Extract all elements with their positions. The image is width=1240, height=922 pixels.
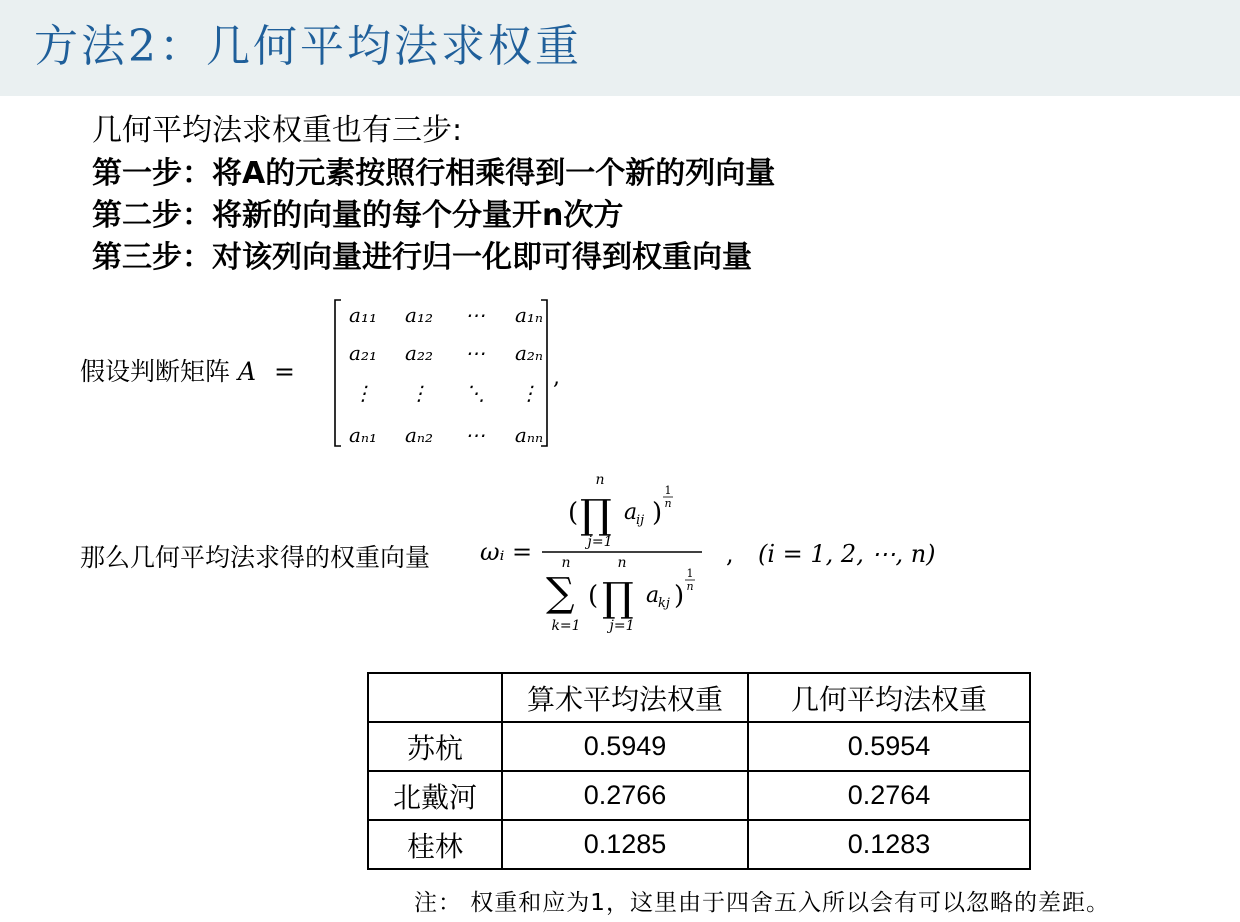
step-one: 第一步：将A的元素按照行相乘得到一个新的列向量 (92, 156, 776, 191)
den-exp-num: 1 (686, 567, 694, 580)
matrix-cell: ⋯ (465, 303, 485, 327)
matrix-figure (325, 292, 585, 452)
num-term-sub: ij (636, 513, 645, 528)
footnote: 注： 权重和应为1，这里由于四舍五入所以会有可以忽略的差距。 (414, 890, 1110, 916)
matrix-cell: aₙ₁ (348, 423, 378, 447)
matrix-prefix-text: 假设判断矩阵 (80, 357, 231, 386)
num-exp-den: n (664, 497, 672, 510)
formula-prefix-text: 那么几何平均法求得的权重向量 (80, 543, 431, 572)
matrix-prefix (80, 352, 295, 388)
den-sum-lower: k=1 (551, 618, 581, 634)
matrix-cell: a₂₁ (349, 341, 377, 365)
title-bar (0, 0, 1240, 96)
matrix-cell: aₙ₂ (404, 423, 434, 447)
row-label: 苏杭 (368, 722, 502, 771)
table-row (368, 722, 1030, 771)
num-close-paren: ) (652, 498, 663, 528)
row-label: 北戴河 (368, 771, 502, 820)
matrix-cell: ⋱ (465, 381, 485, 405)
matrix-cell: ⋮ (353, 381, 373, 405)
den-sum-upper: n (561, 555, 571, 571)
den-prod-upper: n (617, 555, 627, 571)
num-open-paren: ( (568, 498, 579, 528)
table-row (368, 771, 1030, 820)
formula-range: (i = 1, 2, ⋯, n) (758, 540, 936, 568)
den-sum-symbol: ∑ (546, 570, 575, 616)
matrix-cell: a₂₂ (405, 341, 433, 365)
header-empty-cell (368, 673, 502, 722)
matrix-cell: ⋮ (519, 381, 539, 405)
den-term: a (646, 583, 660, 608)
formula-separator: , (726, 540, 734, 568)
intro-text: 几何平均法求权重也有三步: (92, 113, 463, 148)
den-product-symbol: ∏ (602, 575, 634, 621)
matrix-trailing-comma: , (553, 365, 560, 390)
weight-formula (476, 466, 996, 636)
num-term: a (624, 500, 638, 525)
matrix-cell: a₁ₙ (514, 303, 544, 327)
step-two: 第二步：将新的向量的每个分量开n次方 (92, 198, 624, 233)
matrix-cell: ⋯ (465, 341, 485, 365)
den-close-paren: ) (674, 581, 685, 611)
arithmetic-weight: 0.2766 (502, 771, 748, 820)
slide-title: 方法2：几何平均法求权重 (34, 21, 582, 72)
arithmetic-weight: 0.5949 (502, 722, 748, 771)
header-geometric: 几何平均法权重 (748, 673, 1030, 722)
matrix-cell: ⋯ (465, 423, 485, 447)
den-prod-lower: j=1 (609, 618, 635, 634)
matrix-cell: ⋮ (409, 381, 429, 405)
geometric-weight: 0.5954 (748, 722, 1030, 771)
num-exp-num: 1 (664, 484, 672, 497)
matrix-cell: a₁₂ (405, 303, 433, 327)
formula-lhs: ωᵢ = (480, 538, 533, 566)
matrix-equals: = (273, 357, 295, 386)
weights-table (367, 672, 1031, 870)
num-prod-upper: n (595, 472, 605, 488)
left-bracket (335, 300, 341, 446)
den-term-sub: kj (658, 596, 670, 611)
matrix-variable: A (237, 357, 257, 386)
geometric-weight: 0.1283 (748, 820, 1030, 869)
den-open-paren: ( (588, 581, 599, 611)
matrix-cell: aₙₙ (514, 423, 544, 447)
matrix-cell: a₁₁ (349, 303, 377, 327)
formula-prefix (80, 538, 430, 574)
geometric-weight: 0.2764 (748, 771, 1030, 820)
num-prod-lower: j=1 (587, 534, 613, 550)
matrix-cell: a₂ₙ (514, 341, 544, 365)
den-exp-den: n (686, 580, 694, 593)
header-arithmetic: 算术平均法权重 (502, 673, 748, 722)
step-three: 第三步：对该列向量进行归一化即可得到权重向量 (92, 240, 752, 275)
row-label: 桂林 (368, 820, 502, 869)
num-product-symbol: ∏ (580, 492, 612, 538)
table-header-row (368, 673, 1030, 722)
table-row (368, 820, 1030, 869)
arithmetic-weight: 0.1285 (502, 820, 748, 869)
